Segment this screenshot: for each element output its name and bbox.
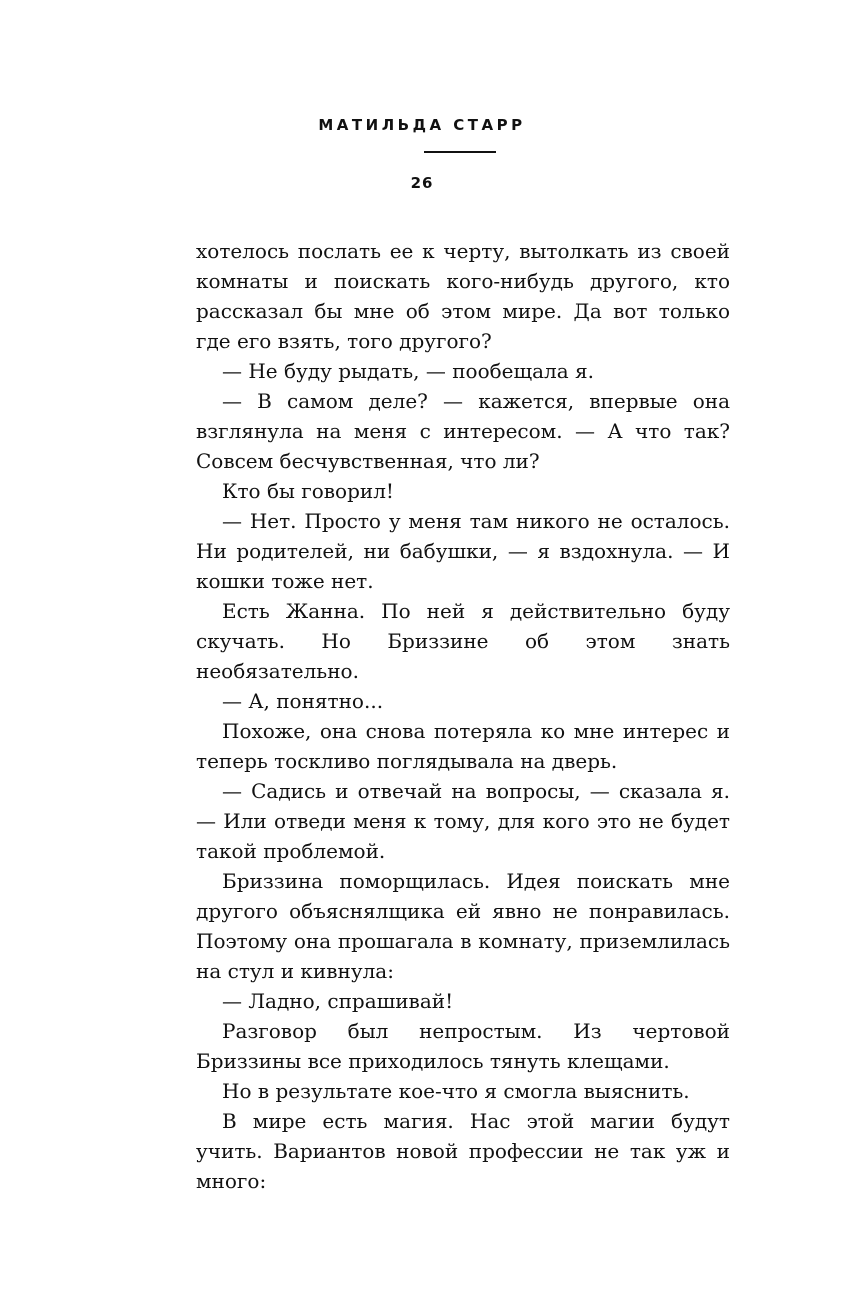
running-head-author: МАТИЛЬДА СТАРР — [318, 116, 526, 134]
paragraph: Кто бы говорил! — [222, 479, 394, 503]
paragraph: Есть Жанна. По ней я действительно буду скучать. Но Бриззине об этом знать необязательно. — [196, 599, 730, 683]
paragraph: — В самом деле? — кажется, впервые она взглянула на меня с интересом. — А что так? Совсем бесчувственная, что ли? — [196, 389, 730, 473]
paragraph: — А, понятно... — [222, 689, 384, 713]
body-text — [196, 236, 730, 1196]
paragraph: — Нет. Просто у меня там никого не осталось. Ни родителей, ни бабушки, — я вздохнула. — И кошки тоже нет. — [196, 509, 730, 593]
paragraph: — Ладно, спрашивай! — [222, 989, 454, 1013]
paragraph: Похоже, она снова потеряла ко мне интерес и теперь тоскливо поглядывала на дверь. — [196, 719, 730, 773]
paragraph: — Садись и отвечай на вопросы, — сказала я. — Или отведи меня к тому, для кого это не будет такой проблемой. — [196, 779, 730, 863]
paragraph: Разговор был непростым. Из чертовой Бриззины все приходилось тянуть клещами. — [196, 1019, 730, 1073]
paragraph: — Не буду рыдать, — пообещала я. — [222, 359, 594, 383]
header-rule — [424, 151, 496, 153]
paragraph: Бриззина поморщилась. Идея поискать мне другого объяснялщика ей явно не понравилась. Поэтому она прошагала в комнату, приземлилась на стул и кивнула: — [196, 869, 730, 983]
paragraph: В мире есть магия. Нас этой магии будут учить. Вариантов новой профессии не так уж и много: — [196, 1109, 730, 1193]
paragraph: хотелось послать ее к черту, вытолкать из своей комнаты и поискать кого-нибудь другого, кто рассказал бы мне об этом мире. Да вот только где его взять, того другого? — [196, 239, 730, 353]
page-number: 26 — [410, 174, 434, 192]
paragraph: Но в результате кое-что я смогла выяснить. — [222, 1079, 690, 1103]
